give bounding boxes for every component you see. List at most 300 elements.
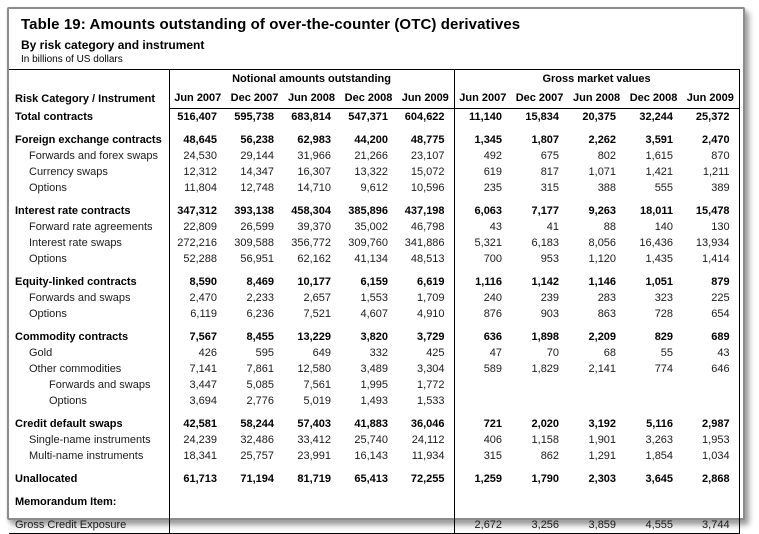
value-cell: 1,345 — [474, 134, 503, 146]
value-cell: 57,403 — [297, 418, 331, 430]
value-cell: 14,347 — [240, 166, 274, 178]
value-cell: 13,322 — [354, 166, 388, 178]
value-cell — [454, 267, 511, 274]
table-row — [9, 290, 739, 306]
value-cell — [682, 322, 739, 329]
value-cell — [568, 377, 625, 393]
page-title: Table 19: Amounts outstanding of over-the-counter (OTC) derivatives — [21, 16, 521, 33]
value-cell: 61,713 — [183, 473, 217, 485]
table-row — [9, 393, 739, 409]
row-label: Interest rate swaps — [9, 235, 169, 251]
row-label — [9, 267, 169, 274]
value-cell — [682, 487, 739, 494]
value-cell: 1,533 — [397, 393, 454, 409]
row-label: Other commodities — [9, 361, 169, 377]
value-cell: 240 — [483, 292, 503, 304]
value-cell: 2,141 — [588, 363, 617, 375]
value-cell: 65,413 — [354, 473, 388, 485]
col-header: Jun 2007 — [454, 87, 511, 109]
value-cell — [340, 409, 397, 416]
spacer-row — [9, 409, 739, 416]
table-row — [9, 448, 739, 464]
value-cell — [568, 510, 625, 517]
value-cell — [625, 487, 682, 494]
value-cell — [625, 125, 682, 132]
row-label: Options — [9, 180, 169, 196]
value-cell: 62,162 — [297, 253, 331, 265]
table-row — [9, 235, 739, 251]
value-cell: 48,775 — [397, 132, 454, 148]
row-label — [9, 196, 169, 203]
value-cell: 70 — [546, 347, 560, 359]
value-cell: 24,239 — [183, 434, 217, 446]
row-label: Gold — [9, 345, 169, 361]
value-cell: 5,085 — [246, 379, 274, 391]
row-label — [9, 125, 169, 132]
value-cell — [682, 377, 739, 393]
value-cell: 1,953 — [702, 434, 730, 446]
col-header: Jun 2009 — [397, 87, 454, 109]
value-cell: 646 — [711, 363, 730, 375]
value-cell: 315 — [540, 182, 560, 194]
value-cell: 11,934 — [397, 448, 454, 464]
value-cell: 388 — [597, 182, 617, 194]
value-cell: 774 — [654, 363, 674, 375]
value-cell — [397, 267, 454, 274]
value-cell: 24,112 — [397, 432, 454, 448]
value-cell: 46,798 — [397, 219, 454, 235]
row-label: Total contracts — [9, 109, 169, 126]
value-cell: 1,259 — [474, 473, 503, 485]
value-cell — [397, 494, 454, 510]
value-cell — [568, 393, 625, 409]
otc-derivatives-table — [9, 69, 740, 534]
value-cell: 516,407 — [177, 111, 217, 123]
value-cell — [454, 510, 511, 517]
table-row — [9, 132, 739, 148]
value-cell: 547,371 — [348, 111, 388, 123]
value-cell — [340, 487, 397, 494]
value-cell: 863 — [597, 308, 617, 320]
spacer-row — [9, 487, 739, 494]
value-cell: 406 — [483, 434, 503, 446]
table-row — [9, 416, 739, 432]
row-label: Gross Credit Exposure — [9, 517, 169, 534]
value-cell: 12,748 — [240, 182, 274, 194]
value-cell: 25,757 — [240, 450, 274, 462]
row-label: Interest rate contracts — [9, 203, 169, 219]
value-cell: 1,211 — [702, 166, 730, 178]
value-cell: 1,790 — [531, 473, 560, 485]
value-cell: 903 — [540, 308, 560, 320]
table-row — [9, 203, 739, 219]
value-cell: 425 — [397, 345, 454, 361]
value-cell: 43 — [489, 221, 503, 233]
value-cell — [169, 409, 226, 416]
value-cell: 589 — [483, 363, 503, 375]
value-cell — [226, 510, 283, 517]
value-cell: 16,436 — [639, 237, 674, 249]
value-cell — [568, 494, 625, 510]
value-cell — [283, 267, 340, 274]
value-cell: 4,607 — [360, 308, 388, 320]
value-cell: 6,619 — [397, 274, 454, 290]
value-cell — [682, 393, 739, 409]
value-cell: 56,951 — [240, 253, 274, 265]
value-cell — [169, 494, 226, 510]
value-cell: 10,596 — [397, 180, 454, 196]
value-cell: 41,883 — [354, 418, 388, 430]
value-cell — [226, 494, 283, 510]
value-cell — [625, 267, 682, 274]
spacer-row — [9, 464, 739, 471]
value-cell — [397, 510, 454, 517]
value-cell — [682, 125, 739, 132]
value-cell: 7,561 — [303, 379, 331, 391]
value-cell — [169, 487, 226, 494]
value-cell: 1,772 — [397, 377, 454, 393]
value-cell — [682, 196, 739, 203]
value-cell: 33,412 — [297, 434, 331, 446]
value-cell: 7,141 — [189, 363, 217, 375]
value-cell: 1,995 — [360, 379, 388, 391]
value-cell — [283, 196, 340, 203]
value-cell — [283, 409, 340, 416]
value-cell — [169, 322, 226, 329]
value-cell: 35,002 — [354, 221, 388, 233]
value-cell — [625, 464, 682, 471]
value-cell: 356,772 — [291, 237, 331, 249]
value-cell — [625, 322, 682, 329]
value-cell: 876 — [483, 308, 503, 320]
value-cell: 654 — [711, 308, 730, 320]
value-cell: 14,710 — [297, 182, 331, 194]
value-cell — [454, 409, 511, 416]
value-cell: 817 — [540, 166, 560, 178]
value-cell: 309,760 — [348, 237, 388, 249]
value-cell: 1,071 — [588, 166, 617, 178]
value-cell — [169, 196, 226, 203]
row-label: Forwards and swaps — [9, 290, 169, 306]
value-cell: 683,814 — [291, 111, 331, 123]
value-cell — [568, 464, 625, 471]
value-cell: 1,120 — [588, 253, 617, 265]
value-cell — [511, 125, 568, 132]
value-cell: 6,236 — [246, 308, 274, 320]
value-cell: 2,987 — [702, 418, 730, 430]
value-cell — [682, 494, 739, 510]
group-header-notional: Notional amounts outstanding — [169, 70, 454, 88]
value-cell: 700 — [483, 253, 503, 265]
value-cell — [568, 267, 625, 274]
value-cell: 2,233 — [246, 292, 274, 304]
value-cell: 25,740 — [354, 434, 388, 446]
spacer-row — [9, 267, 739, 274]
value-cell — [511, 464, 568, 471]
title-block — [9, 9, 743, 65]
value-cell: 3,192 — [588, 418, 617, 430]
value-cell: 689 — [711, 331, 730, 343]
value-cell: 4,555 — [645, 519, 674, 531]
value-cell: 58,244 — [240, 418, 274, 430]
value-cell: 636 — [483, 331, 503, 343]
col-header: Dec 2007 — [226, 87, 283, 109]
value-cell — [397, 517, 454, 534]
value-cell: 5,321 — [474, 237, 503, 249]
row-label: Forward rate agreements — [9, 219, 169, 235]
value-cell — [511, 487, 568, 494]
value-cell: 1,709 — [397, 290, 454, 306]
value-cell: 555 — [654, 182, 674, 194]
value-cell: 2,209 — [588, 331, 617, 343]
row-header-label: Risk Category / Instrument — [9, 70, 169, 109]
value-cell: 7,521 — [303, 308, 331, 320]
value-cell — [283, 464, 340, 471]
page-subtitle: By risk category and instrument — [21, 38, 205, 52]
table-row — [9, 219, 739, 235]
value-cell: 2,470 — [702, 134, 730, 146]
value-cell — [169, 510, 226, 517]
value-cell — [169, 267, 226, 274]
value-cell: 41,134 — [354, 253, 388, 265]
value-cell: 6,119 — [190, 308, 217, 320]
value-cell — [454, 393, 511, 409]
value-cell: 15,834 — [525, 111, 560, 123]
value-cell — [340, 517, 397, 534]
row-label: Credit default swaps — [9, 416, 169, 432]
value-cell: 879 — [711, 276, 730, 288]
value-cell — [568, 409, 625, 416]
value-cell: 3,729 — [397, 329, 454, 345]
value-cell: 3,304 — [397, 361, 454, 377]
value-cell — [340, 322, 397, 329]
value-cell: 393,138 — [234, 205, 274, 217]
value-cell: 802 — [597, 150, 617, 162]
table-row — [9, 345, 739, 361]
value-cell — [454, 377, 511, 393]
value-cell — [340, 510, 397, 517]
value-cell — [226, 267, 283, 274]
table-row — [9, 432, 739, 448]
value-cell: 1,146 — [588, 276, 617, 288]
value-cell: 26,599 — [240, 221, 274, 233]
value-cell: 18,341 — [183, 450, 217, 462]
value-cell — [511, 267, 568, 274]
value-cell: 6,063 — [474, 205, 503, 217]
table-row — [9, 306, 739, 322]
value-cell — [625, 196, 682, 203]
value-cell: 309,588 — [234, 237, 274, 249]
value-cell — [511, 322, 568, 329]
table-row — [9, 494, 739, 510]
value-cell — [511, 409, 568, 416]
value-cell: 43 — [717, 347, 730, 359]
value-cell: 1,414 — [702, 253, 730, 265]
value-cell — [454, 464, 511, 471]
table-row — [9, 517, 739, 534]
value-cell: 2,303 — [588, 473, 617, 485]
value-cell — [454, 487, 511, 494]
value-cell: 9,612 — [360, 182, 388, 194]
value-cell: 5,116 — [646, 418, 674, 430]
value-cell — [682, 267, 739, 274]
value-cell — [511, 510, 568, 517]
value-cell — [625, 494, 682, 510]
value-cell: 42,581 — [183, 418, 217, 430]
row-label — [9, 510, 169, 517]
value-cell: 12,312 — [183, 166, 217, 178]
value-cell — [625, 409, 682, 416]
value-cell: 81,719 — [297, 473, 331, 485]
value-cell: 649 — [312, 347, 331, 359]
value-cell — [625, 393, 682, 409]
row-label — [9, 322, 169, 329]
row-label: Options — [9, 306, 169, 322]
value-cell — [454, 494, 511, 510]
col-header: Jun 2007 — [169, 87, 226, 109]
value-cell: 3,694 — [189, 395, 217, 407]
value-cell: 48,645 — [183, 134, 217, 146]
value-cell: 32,244 — [639, 111, 674, 123]
value-cell: 604,622 — [397, 109, 454, 126]
table-row — [9, 471, 739, 487]
value-cell — [226, 322, 283, 329]
row-label: Multi-name instruments — [9, 448, 169, 464]
value-cell: 1,291 — [588, 450, 617, 462]
value-cell: 283 — [597, 292, 617, 304]
table-row — [9, 251, 739, 267]
value-cell: 130 — [711, 221, 730, 233]
value-cell: 7,177 — [531, 205, 560, 217]
value-cell: 3,859 — [588, 519, 617, 531]
value-cell: 25,372 — [695, 111, 730, 123]
row-label: Single-name instruments — [9, 432, 169, 448]
value-cell: 2,672 — [474, 519, 503, 531]
value-cell: 29,144 — [240, 150, 274, 162]
value-cell — [340, 196, 397, 203]
value-cell: 72,255 — [397, 471, 454, 487]
table-row — [9, 361, 739, 377]
value-cell — [226, 464, 283, 471]
value-cell: 22,809 — [183, 221, 217, 233]
value-cell: 1,142 — [531, 276, 560, 288]
col-header: Dec 2008 — [340, 87, 397, 109]
value-cell: 3,489 — [360, 363, 388, 375]
value-cell — [283, 487, 340, 494]
value-cell: 829 — [654, 331, 674, 343]
value-cell: 721 — [483, 418, 503, 430]
value-cell: 71,194 — [240, 473, 274, 485]
value-cell — [397, 322, 454, 329]
value-cell: 6,183 — [531, 237, 560, 249]
value-cell: 16,143 — [354, 450, 388, 462]
value-cell: 1,854 — [645, 450, 674, 462]
value-cell — [283, 322, 340, 329]
value-cell: 675 — [540, 150, 560, 162]
value-cell: 239 — [540, 292, 560, 304]
value-cell — [511, 196, 568, 203]
value-cell: 1,116 — [475, 276, 503, 288]
value-cell: 341,886 — [397, 235, 454, 251]
value-cell: 3,591 — [645, 134, 674, 146]
value-cell — [226, 517, 283, 534]
spacer-row — [9, 510, 739, 517]
value-cell: 3,645 — [645, 473, 674, 485]
col-header: Dec 2007 — [511, 87, 568, 109]
value-cell: 5,019 — [303, 395, 331, 407]
value-cell: 88 — [603, 221, 617, 233]
value-cell: 1,898 — [531, 331, 560, 343]
value-cell — [283, 517, 340, 534]
value-cell — [568, 487, 625, 494]
value-cell: 272,216 — [177, 237, 217, 249]
value-cell: 11,804 — [184, 182, 217, 194]
value-cell — [340, 464, 397, 471]
row-label: Unallocated — [9, 471, 169, 487]
value-cell: 55 — [660, 347, 674, 359]
value-cell: 385,896 — [348, 205, 388, 217]
value-cell — [454, 196, 511, 203]
value-cell — [283, 510, 340, 517]
value-cell: 8,469 — [246, 276, 274, 288]
value-cell: 225 — [711, 292, 730, 304]
unit-note: In billions of US dollars — [21, 54, 123, 65]
value-cell: 56,238 — [240, 134, 274, 146]
table-row — [9, 377, 739, 393]
value-cell: 492 — [483, 150, 503, 162]
value-cell: 8,056 — [588, 237, 617, 249]
value-cell: 7,861 — [246, 363, 274, 375]
row-label: Foreign exchange contracts — [9, 132, 169, 148]
value-cell: 18,011 — [640, 205, 674, 217]
value-cell: 235 — [483, 182, 503, 194]
value-cell: 315 — [483, 450, 503, 462]
value-cell: 15,478 — [695, 205, 730, 217]
value-cell — [625, 377, 682, 393]
value-cell: 68 — [603, 347, 617, 359]
col-header: Dec 2008 — [625, 87, 682, 109]
value-cell — [511, 377, 568, 393]
value-cell — [397, 125, 454, 132]
value-cell: 140 — [654, 221, 674, 233]
value-cell: 3,744 — [702, 519, 730, 531]
col-header: Jun 2009 — [682, 87, 739, 109]
table-row — [9, 164, 739, 180]
value-cell: 2,262 — [588, 134, 617, 146]
value-cell: 7,567 — [189, 331, 217, 343]
value-cell: 1,421 — [645, 166, 674, 178]
value-cell — [682, 464, 739, 471]
value-cell: 728 — [654, 308, 674, 320]
value-cell: 15,072 — [397, 164, 454, 180]
value-cell: 23,991 — [297, 450, 331, 462]
value-cell: 332 — [369, 347, 388, 359]
spacer-row — [9, 322, 739, 329]
value-cell — [226, 196, 283, 203]
value-cell: 52,288 — [183, 253, 217, 265]
value-cell — [283, 125, 340, 132]
value-cell: 47 — [489, 347, 503, 359]
value-cell: 8,590 — [189, 276, 217, 288]
value-cell: 6,159 — [360, 276, 388, 288]
value-cell — [397, 464, 454, 471]
value-cell: 595,738 — [234, 111, 274, 123]
value-cell — [511, 393, 568, 409]
row-label: Currency swaps — [9, 164, 169, 180]
value-cell: 437,198 — [397, 203, 454, 219]
value-cell: 619 — [483, 166, 503, 178]
value-cell: 1,901 — [588, 434, 617, 446]
